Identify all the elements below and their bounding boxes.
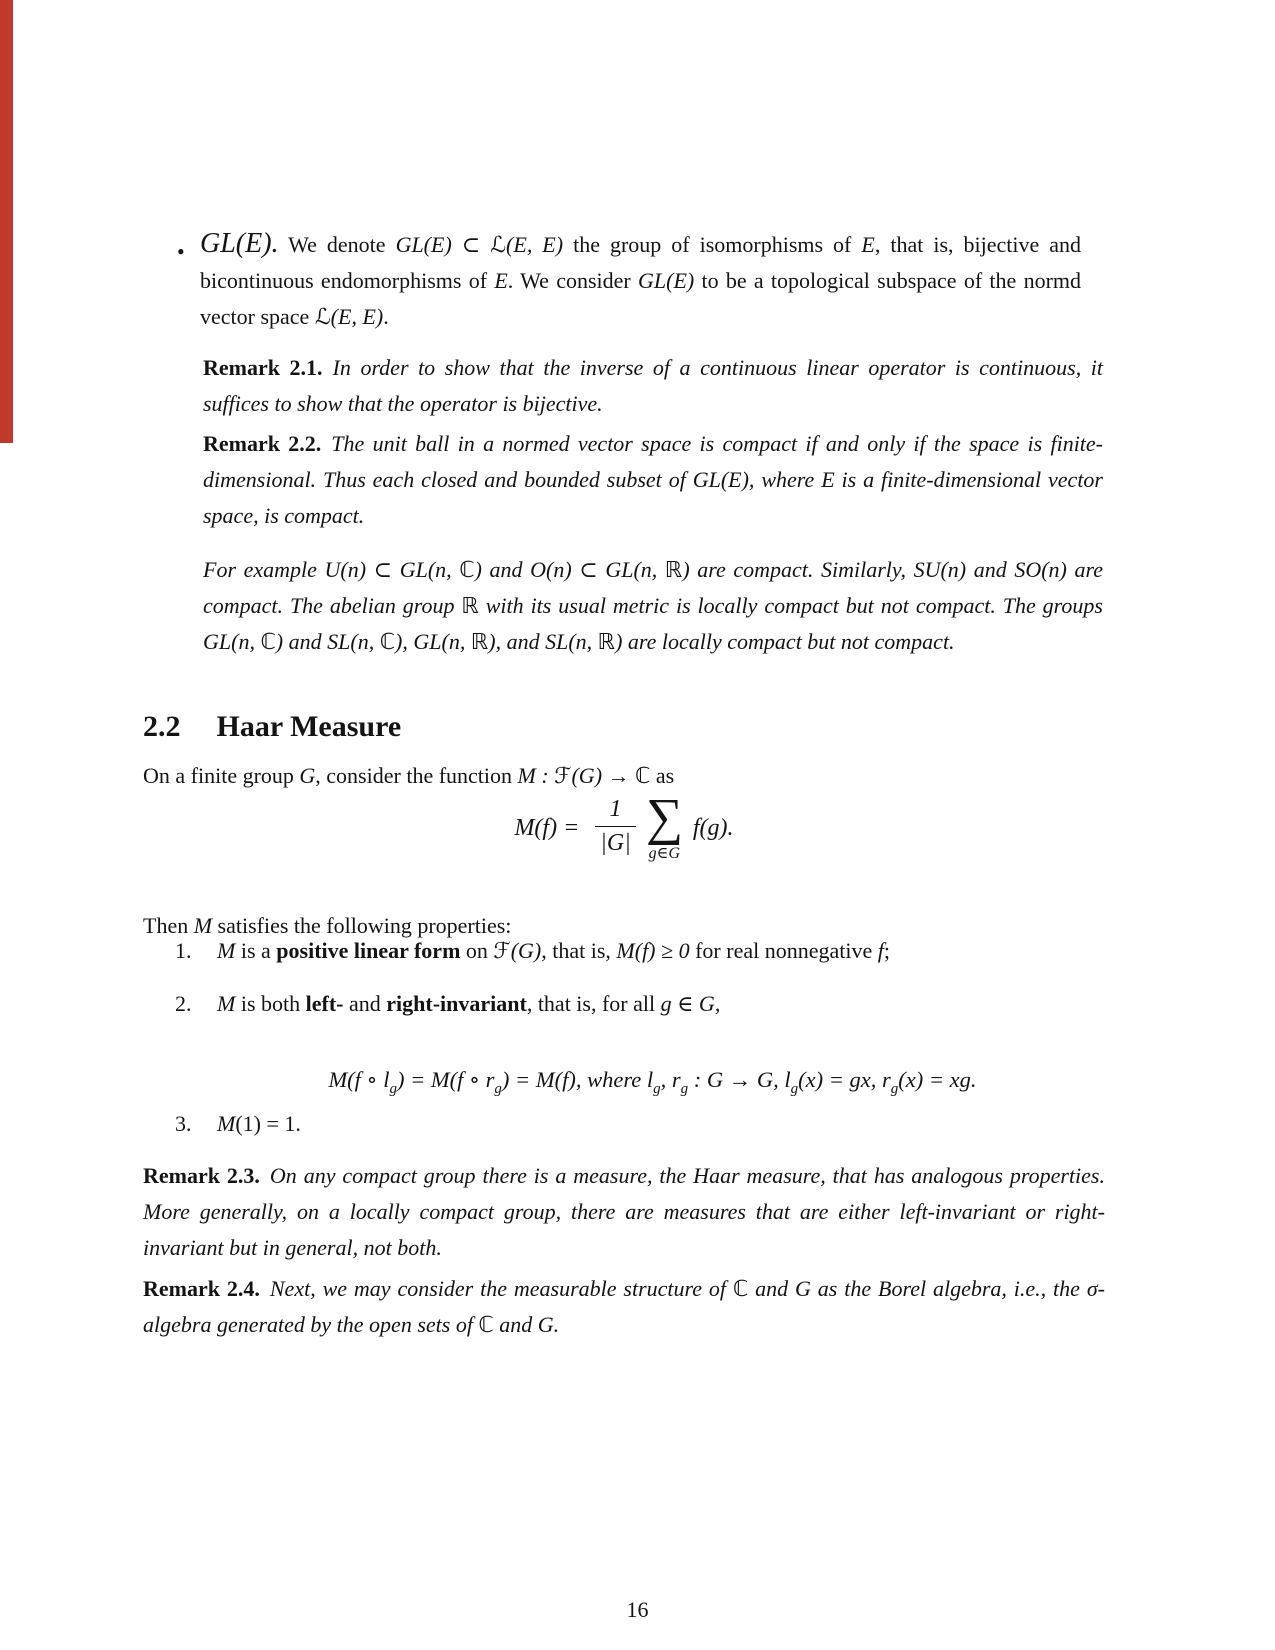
remark-2-4 xyxy=(143,1271,1105,1343)
list-item-2 xyxy=(175,986,1081,1022)
formula-fraction xyxy=(595,796,636,857)
remark-2-1-body: In order to show that the inverse of a continuous linear operator is continuous, it suffices to show that the operator is bijective. xyxy=(203,355,1103,416)
list-item-1-text: M is a positive linear form on ℱ(G), that is, M(f) ≥ 0 for real nonnegative f; xyxy=(217,938,890,963)
bullet-item-gle xyxy=(175,226,1081,335)
list-item-1-number: 1. xyxy=(175,938,192,963)
list-item-2-number: 2. xyxy=(175,991,192,1016)
page-number: 16 xyxy=(626,1597,649,1622)
remark-2-2-label: Remark 2.2. xyxy=(203,431,322,456)
list-item-3-text: M(1) = 1. xyxy=(217,1111,301,1136)
remark-2-2-body: The unit ball in a normed vector space is compact if and only if the space is finite-dimensional. Thus each closed and bounded subset of GL(E), where E is a finite-dimensional vector space, is compact. xyxy=(203,431,1104,528)
formula-lhs: M(f) = xyxy=(514,814,586,841)
fraction-numerator: 1 xyxy=(609,795,622,822)
list-item-2-text: M is both left- and right-invariant, that is, for all g ∈ G, xyxy=(217,991,721,1016)
list-item-3 xyxy=(175,1106,1081,1142)
example-paragraph: For example U(n) ⊂ GL(n, ℂ) and O(n) ⊂ GL(n, ℝ) are compact. Similarly, SU(n) and SO(n) are compact. The abelian group ℝ with its usual metric is locally compact but not compact. The groups GL(n, ℂ) and SL(n, ℂ), GL(n, ℝ), and SL(n, ℝ) are locally compact but not compact. xyxy=(203,557,1103,654)
section-title: Haar Measure xyxy=(216,709,402,743)
remark-2-4-label: Remark 2.4. xyxy=(143,1276,260,1301)
properties-intro-line: Then M satisfies the following properties: xyxy=(143,913,512,938)
remark-2-1 xyxy=(203,350,1103,422)
bullet-item-text: GL(E). We denote GL(E) ⊂ ℒ(E, E) the group of isomorphisms of E, that is, bijective and bicontinuous endomorphisms of E. We consider GL(E) to be a topological subspace of the normd vector space ℒ(E, E). xyxy=(200,228,1082,329)
section-number: 2.2 xyxy=(143,709,181,743)
list-item-3-number: 3. xyxy=(175,1111,192,1136)
formula-rhs: f(g). xyxy=(692,814,734,841)
summation-symbol xyxy=(645,788,683,863)
left-margin-red-bar xyxy=(0,0,13,443)
remark-2-2 xyxy=(203,426,1103,534)
haar-intro-line: On a finite group G, consider the function M : ℱ(G) → ℂ as xyxy=(143,763,675,788)
remark-2-4-body: Next, we may consider the measurable structure of ℂ and G as the Borel algebra, i.e., the σ-algebra generated by the open sets of ℂ and G. xyxy=(143,1276,1105,1337)
remark-2-3 xyxy=(143,1158,1105,1266)
fraction-denominator: |G| xyxy=(595,826,636,857)
list-item-1 xyxy=(175,933,1081,969)
bullet-icon: • xyxy=(177,239,185,264)
remark-2-1-label: Remark 2.1. xyxy=(203,355,323,380)
remark-2-3-label: Remark 2.3. xyxy=(143,1163,260,1188)
invariance-equation: M(f ∘ $l_g) = M(f$ ∘ $r_g) = M(f)$, where $l_g$, $r_g$ : G → G, $l_g(x)$ = gx, $r_g(x)$ = xg. xyxy=(328,1066,977,1097)
sigma-icon: ∑ xyxy=(645,788,683,846)
remark-2-3-body: On any compact group there is a measure, the Haar measure, that has analogous properties. More generally, on a locally compact group, there are measures that are either left-invariant or right-invariant but in general, not both. xyxy=(143,1163,1105,1260)
summation-subscript: g∈G xyxy=(648,845,681,863)
section-heading-haar-measure xyxy=(143,707,401,747)
haar-measure-formula xyxy=(143,780,1105,876)
